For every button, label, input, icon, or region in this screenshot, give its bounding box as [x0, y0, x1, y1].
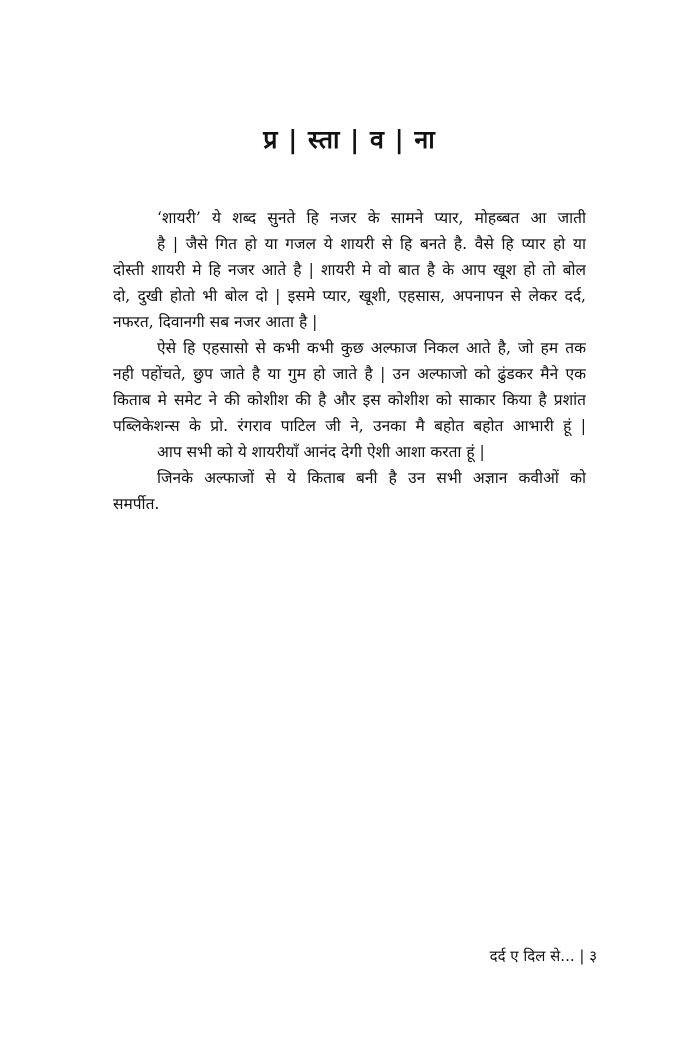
page-title: प्र | स्ता | व | ना [263, 125, 436, 154]
text-line: है | जैसे गित हो या गजल ये शायरी से हि बनते है. वैसे हि प्यार हो या [157, 235, 586, 253]
preface-body [113, 205, 586, 517]
text-line: ‘शायरी’ ये शब्द सुनते हि नजर के सामने प्यार, मोहब्बत आ जाती [157, 209, 586, 227]
text-line: जिनके अल्फाजों से ये किताब बनी है उन सभी अज्ञान कवीओं को [157, 469, 586, 487]
text-line: समर्पीत. [113, 495, 160, 513]
text-line: ऐसे हि एहसासो से कभी कभी कुछ अल्फाज निकल आते है, जो हम तक [157, 339, 586, 357]
text-line: नही पहोंचते, छुप जाते है या गुम हो जाते है | उन अल्फाजो को ढुंडकर मैने एक [113, 365, 586, 383]
page-footer: दर्द ए दिल से... | ३ [489, 947, 597, 965]
text-line: दोस्ती शायरी मे हि नजर आते है | शायरी मे वो बात है के आप खूश हो तो बोल [113, 261, 586, 279]
text-line: आप सभी को ये शायरीयाँ आनंद देगी ऐशी आशा करता हूं | [157, 443, 485, 461]
text-line: पब्लिकेशन्स के प्रो. रंगराव पाटिल जी ने, उनका मै बहोत बहोत आभारी हूं | [113, 417, 586, 435]
text-line: नफरत, दिवानगी सब नजर आता है | [113, 313, 318, 331]
text-line: दो, दुखी होतो भी बोल दो | इसमे प्यार, खूशी, एहसास, अपनापन से लेकर दर्द, [113, 287, 586, 305]
text-line: किताब मे समेट ने की कोशीश की है और इस कोशीश को साकार किया है प्रशांत [113, 391, 586, 409]
